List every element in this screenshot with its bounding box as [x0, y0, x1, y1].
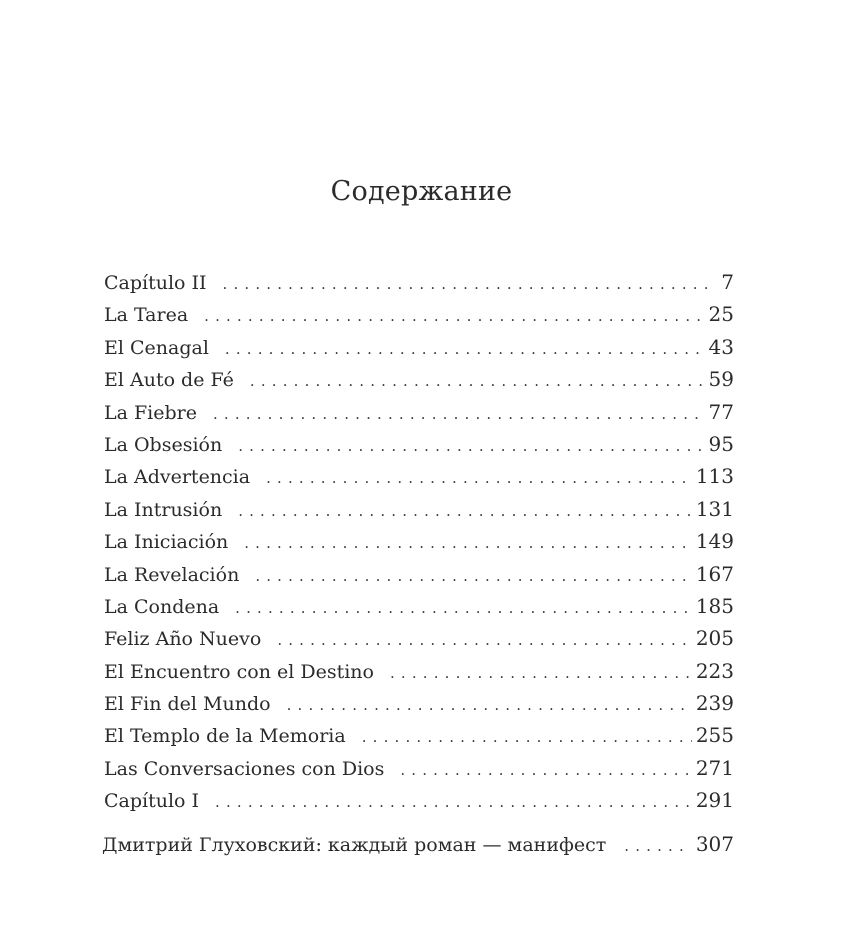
toc-afterword-label: Дмитрий Глуховский: каждый роман — манифест — [102, 834, 607, 856]
dot-leader — [213, 405, 705, 423]
dot-leader — [250, 372, 705, 390]
toc-entry[interactable] — [104, 464, 734, 496]
dot-leader — [255, 567, 692, 585]
dot-leader — [266, 469, 692, 487]
toc-entry-label: El Templo de la Memoria — [104, 725, 346, 748]
dot-leader — [204, 307, 704, 325]
toc-entry-page: 7 — [721, 270, 734, 294]
toc-entry[interactable] — [104, 691, 734, 723]
toc-entry-label: El Auto de Fé — [104, 369, 234, 392]
toc-entry-label: Capítulo I — [104, 790, 200, 813]
toc-afterword-entry[interactable] — [102, 832, 734, 856]
dot-leader — [215, 793, 692, 811]
toc-afterword-page: 307 — [695, 832, 734, 856]
toc-entry-page: 131 — [695, 496, 734, 521]
toc-entry-page: 271 — [695, 755, 734, 780]
toc-entry[interactable] — [104, 302, 734, 334]
toc-entry[interactable] — [104, 529, 734, 561]
toc-list — [104, 270, 734, 821]
toc-entry-page: 255 — [695, 723, 734, 748]
toc-entry[interactable] — [104, 756, 734, 788]
toc-entry[interactable] — [104, 659, 734, 691]
page-title: Содержание — [330, 176, 513, 207]
dot-leader — [223, 275, 710, 293]
toc-entry-page: 239 — [695, 691, 734, 716]
toc-entry[interactable] — [104, 788, 734, 820]
toc-entry[interactable] — [104, 562, 734, 594]
toc-entry-label: Feliz Año Nuevo — [104, 628, 262, 651]
toc-entry-label: La Tarea — [104, 304, 189, 327]
dot-leader — [238, 437, 704, 455]
dot-leader — [362, 728, 692, 746]
toc-entry-page: 205 — [695, 626, 734, 651]
dot-leader — [390, 664, 692, 682]
toc-entry-page: 59 — [708, 367, 734, 392]
dot-leader — [238, 502, 692, 520]
toc-entry-label: La Fiebre — [104, 401, 197, 424]
toc-entry-label: La Iniciación — [104, 531, 229, 554]
toc-entry-label: Capítulo II — [104, 272, 207, 294]
toc-entry-page: 185 — [695, 593, 734, 618]
toc-entry[interactable] — [104, 400, 734, 432]
toc-entry[interactable] — [104, 594, 734, 626]
toc-entry-page: 149 — [695, 529, 734, 554]
toc-entry-label: El Cenagal — [104, 336, 209, 359]
toc-entry-label: La Condena — [104, 595, 220, 618]
toc-entry[interactable] — [104, 723, 734, 755]
dot-leader — [277, 631, 692, 649]
dot-leader — [244, 534, 692, 552]
toc-entry-label: El Fin del Mundo — [104, 693, 271, 716]
toc-entry-label: El Encuentro con el Destino — [104, 660, 374, 683]
toc-entry[interactable] — [104, 270, 734, 302]
toc-entry-page: 43 — [708, 334, 734, 359]
dot-leader — [624, 837, 690, 855]
toc-entry-page: 77 — [708, 399, 734, 424]
toc-entry[interactable] — [104, 497, 734, 529]
toc-entry-page: 95 — [708, 431, 734, 456]
toc-entry-page: 291 — [695, 788, 734, 813]
toc-entry-label: Las Conversaciones con Dios — [104, 757, 385, 780]
toc-entry[interactable] — [104, 626, 734, 658]
dot-leader — [287, 696, 692, 714]
toc-entry[interactable] — [104, 432, 734, 464]
toc-entry-page: 223 — [695, 658, 734, 683]
toc-entry-label: La Intrusión — [104, 498, 223, 521]
toc-entry[interactable] — [104, 335, 734, 367]
toc-entry-page: 167 — [695, 561, 734, 586]
dot-leader — [225, 340, 705, 358]
dot-leader — [400, 761, 691, 779]
toc-entry-label: La Advertencia — [104, 466, 251, 489]
toc-entry-label: La Obsesión — [104, 433, 223, 456]
dot-leader — [235, 599, 692, 617]
toc-entry-page: 113 — [695, 464, 734, 489]
toc-entry-page: 25 — [708, 302, 734, 327]
toc-entry-label: La Revelación — [104, 563, 240, 586]
toc-entry[interactable] — [104, 367, 734, 399]
